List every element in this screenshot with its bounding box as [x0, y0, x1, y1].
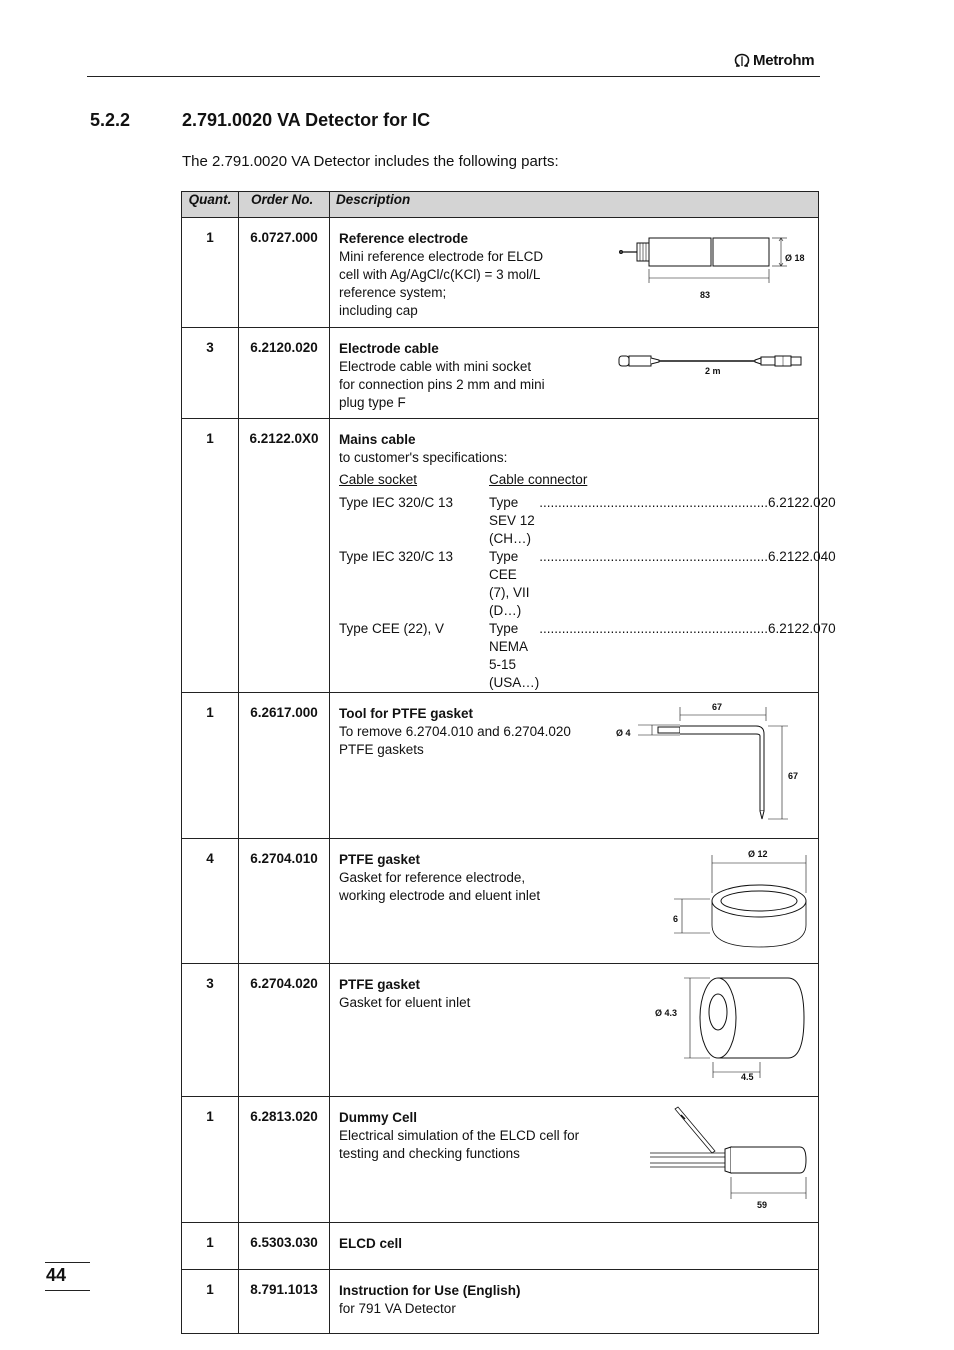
table-row: [182, 328, 819, 419]
quant-cell: 1: [182, 218, 239, 328]
dim-height: 6: [673, 914, 679, 924]
header-description: Description: [330, 192, 819, 218]
table-row: [182, 1223, 819, 1270]
item-title: Tool for PTFE gasket: [339, 706, 474, 721]
quant-cell: 3: [182, 328, 239, 419]
item-title: Electrode cable: [339, 341, 439, 356]
table-row: [182, 839, 819, 964]
dim-length: 2 m: [705, 366, 721, 376]
description-cell: Dummy Cell Electrical simulation of the ELCD cell for testing and checking functions 59: [330, 1097, 819, 1223]
description-cell: [330, 1223, 819, 1270]
description-cell: Mains cable to customer's specifications: Cable socket Cable connector Type IEC 320/C 13 Type SEV 12 (CH…) ............................................................. 6.2122.020 Type IEC 320/C 13 Type CEE (7), VII (D…) ............................................................. 6.2122.040 Type CEE (22), V Type NEMA 5-15 (USA…) ............................................................. 6.2122.070: [330, 419, 819, 693]
description-cell: Reference electrode Mini reference electrode for ELCD cell with Ag/AgCl/c(KCl) = 3 mol/L reference system; including cap Ø 18 83: [330, 218, 819, 328]
section-number: 5.2.2: [90, 110, 131, 130]
cable-socket: Type IEC 320/C 13: [339, 495, 454, 510]
order-cell: 8.791.1013: [239, 1270, 330, 1334]
ptfe-gasket-large-drawing: [650, 853, 810, 963]
ptfe-gasket-small-drawing: [670, 972, 810, 1090]
parts-table: [181, 191, 836, 1334]
order-cell: 6.5303.030: [239, 1223, 330, 1270]
item-title: Reference electrode: [339, 231, 469, 246]
header-order: Order No.: [239, 192, 330, 218]
item-title: PTFE gasket: [339, 852, 421, 867]
section-title: 2.791.0020 VA Detector for IC: [182, 110, 431, 130]
dim-diameter: Ø 4.3: [655, 1008, 678, 1018]
dim-width: 67: [712, 702, 723, 712]
table-row: [182, 693, 819, 839]
ptfe-tool-drawing: [630, 703, 800, 833]
dim-depth: 4.5: [741, 1072, 754, 1082]
quant-cell: 3: [182, 964, 239, 1097]
quant-cell: 4: [182, 839, 239, 964]
header-quant: Quant.: [182, 192, 239, 218]
order-cell: 6.2617.000: [239, 693, 330, 839]
cable-socket-head: Cable socket: [339, 472, 418, 487]
cable-connector-line: Type CEE (7), VII (D…) ............................................................. 6.2122.040: [489, 549, 836, 618]
brand-logo: [733, 52, 814, 69]
dim-diameter: Ø 12: [748, 849, 768, 859]
omega-logo-icon: [733, 53, 751, 68]
dim-length: 59: [757, 1200, 768, 1210]
table-header-row: [182, 192, 819, 218]
table-row: [182, 964, 819, 1097]
order-cell: 6.2813.020: [239, 1097, 330, 1223]
page-number: 44: [46, 1265, 67, 1285]
quant-cell: 1: [182, 1097, 239, 1223]
dim-diameter: Ø 4: [616, 728, 631, 738]
item-title: Dummy Cell: [339, 1110, 418, 1125]
description-cell: Instruction for Use (English) for 791 VA Detector: [330, 1270, 819, 1334]
quant-cell: 1: [182, 1223, 239, 1270]
brand-name: Metrohm: [753, 52, 815, 69]
description-cell: Tool for PTFE gasket To remove 6.2704.010 and 6.2704.020 PTFE gaskets 67 Ø 4 67: [330, 693, 819, 839]
cable-connector-line: Type NEMA 5-15 (USA…) ............................................................. 6.2122.070: [489, 621, 836, 690]
order-cell: 6.2122.0X0: [239, 419, 330, 693]
description-cell: PTFE gasket Gasket for reference electrode, working electrode and eluent inlet Ø 12 6: [330, 839, 819, 964]
item-title: ELCD cell: [339, 1236, 403, 1251]
header-rule: [87, 76, 820, 77]
page-number-rule-bottom: [45, 1290, 90, 1291]
order-cell: 6.2704.010: [239, 839, 330, 964]
item-title: Mains cable: [339, 432, 416, 447]
quant-cell: 1: [182, 419, 239, 693]
cable-connector-line: Type SEV 12 (CH…) ............................................................. 6.2122.020: [489, 495, 836, 546]
dummy-cell-drawing: [645, 1105, 810, 1210]
order-cell: 6.0727.000: [239, 218, 330, 328]
dim-diameter: Ø 18: [785, 253, 805, 263]
order-cell: 6.2120.020: [239, 328, 330, 419]
table-row: [182, 218, 819, 328]
cable-socket: Type CEE (22), V: [339, 621, 445, 636]
cable-socket: Type IEC 320/C 13: [339, 549, 454, 564]
quant-cell: 1: [182, 1270, 239, 1334]
table-row: [182, 419, 819, 693]
item-title: PTFE gasket: [339, 977, 421, 992]
description-cell: Electrode cable Electrode cable with mini socket for connection pins 2 mm and mini plug type F 2 m: [330, 328, 819, 419]
cable-options: [339, 471, 836, 692]
table-row: [182, 1270, 819, 1334]
description-cell: PTFE gasket Gasket for eluent inlet Ø 4.3 4.5: [330, 964, 819, 1097]
dim-length: 83: [700, 290, 711, 300]
page-number-rule-top: [45, 1262, 90, 1263]
cable-connector-head: Cable connector: [489, 472, 588, 487]
table-row: [182, 1097, 819, 1223]
section-intro: The 2.791.0020 VA Detector includes the following parts:: [182, 153, 559, 170]
item-title: Instruction for Use (English): [339, 1283, 521, 1298]
order-cell: 6.2704.020: [239, 964, 330, 1097]
dim-height: 67: [788, 771, 799, 781]
quant-cell: 1: [182, 693, 239, 839]
